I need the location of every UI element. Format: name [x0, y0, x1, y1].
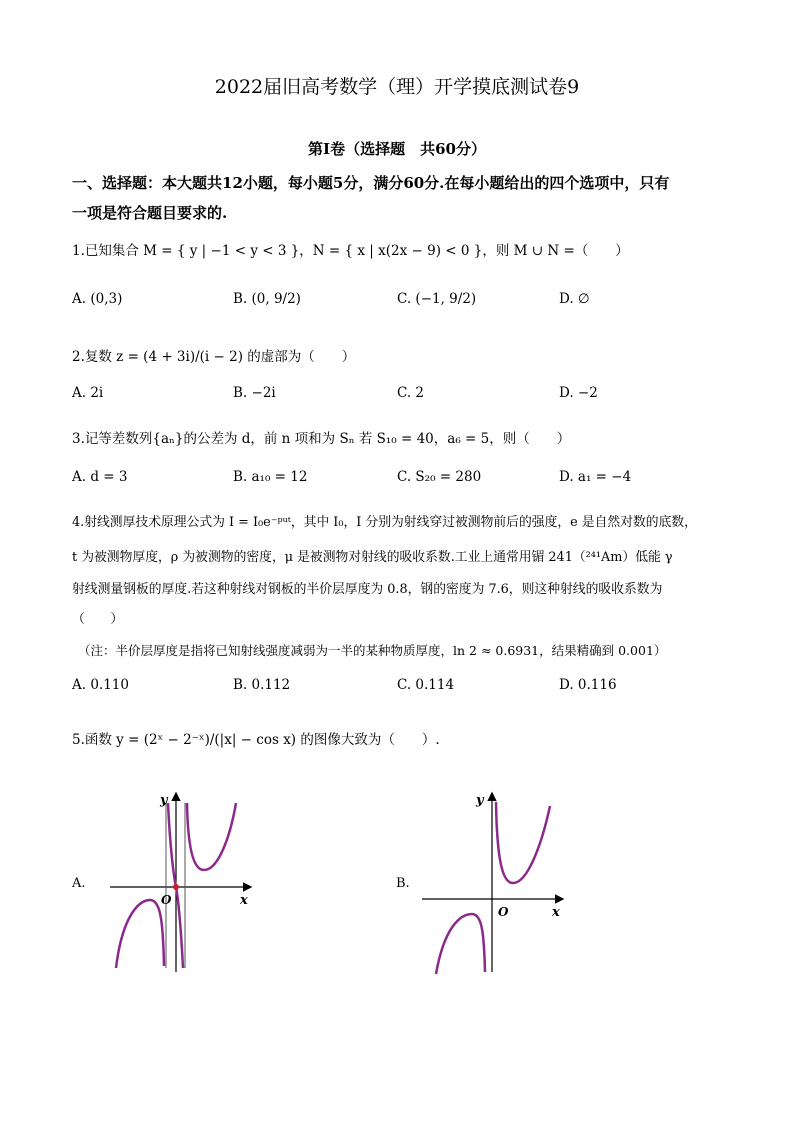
question-2-option-d: D. −2 — [559, 385, 598, 401]
question-3-option-b: B. a₁₀ = 12 — [233, 469, 308, 485]
question-4-stem-line-4: （ ） — [72, 612, 124, 627]
graph-b-curve-right — [496, 802, 550, 883]
question-4-option-b: B. 0.112 — [233, 677, 291, 693]
question-4-option-d: D. 0.116 — [559, 677, 617, 693]
question-2-option-a: A. 2i — [72, 385, 104, 401]
instructions-line-1: 一、选择题：本大题共12小题，每小题5分，满分60分.在每小题给出的四个选项中，只有 — [72, 174, 670, 192]
question-4-option-c: C. 0.114 — [397, 677, 455, 693]
question-2-option-b: B. −2i — [233, 385, 276, 401]
question-4-stem-line-2: t 为被测物厚度，ρ 为被测物的密度，μ 是被测物对射线的吸收系数.工业上通常用镅 241（²⁴¹Am）低能 γ — [72, 550, 673, 565]
question-3-option-c: C. S₂₀ = 280 — [397, 469, 482, 485]
graph-a-curve-left — [116, 900, 164, 968]
question-1-option-c: C. (−1, 9/2) — [397, 291, 477, 307]
graph-a-origin-label: O — [161, 893, 172, 907]
question-2-option-c: C. 2 — [397, 385, 425, 401]
question-4-stem-line-1: 4.射线测厚技术原理公式为 I = I₀e⁻ᵖᵘᵗ，其中 I₀，I 分别为射线穿过被测物前后的强度，e 是自然对数的底数， — [72, 515, 697, 530]
question-5-stem: 5.函数 y = (2ˣ − 2⁻ˣ)/(|x| − cos x) 的图像大致为（ ）. — [72, 732, 440, 748]
graph-a-y-label: y — [160, 793, 168, 808]
question-4-option-a: A. 0.110 — [72, 677, 129, 693]
graph-b — [420, 788, 570, 978]
graph-b-x-label: x — [552, 905, 560, 920]
question-3-option-d: D. a₁ = −4 — [559, 469, 632, 485]
graph-a — [108, 788, 258, 978]
exam-title: 2022届旧高考数学（理）开学摸底测试卷9 — [214, 76, 580, 98]
question-3-option-a: A. d = 3 — [72, 469, 128, 485]
graph-a-x-label: x — [240, 893, 248, 908]
question-4-stem-line-3: 射线测量钢板的厚度.若这种射线对钢板的半价层厚度为 0.8，钢的密度为 7.6，则这种射线的吸收系数为 — [72, 582, 663, 597]
section-title: 第Ⅰ卷（选择题 共60分） — [308, 140, 486, 158]
question-1-option-a: A. (0,3) — [72, 291, 123, 307]
question-3-stem: 3.记等差数列{aₙ}的公差为 d，前 n 项和为 Sₙ 若 S₁₀ = 40，a₆ = 5，则（ ） — [72, 431, 571, 447]
question-4-note: （注：半价层厚度是指将已知射线强度减弱为一半的某种物质厚度，ln 2 ≈ 0.6931，结果精确到 0.001） — [78, 643, 667, 658]
graph-b-label: B. — [396, 876, 410, 891]
question-1-stem: 1.已知集合 M = { y | −1 < y < 3 }，N = { x | x(2x − 9) < 0 }，则 M ∪ N =（ ） — [72, 243, 629, 259]
instructions-line-2: 一项是符合题目要求的. — [72, 204, 228, 222]
question-1-option-d: D. ∅ — [559, 291, 590, 307]
graph-b-y-label: y — [476, 793, 484, 808]
question-1-option-b: B. (0, 9/2) — [233, 291, 301, 307]
graph-a-curve-right — [187, 803, 236, 870]
graph-a-origin-dot — [173, 884, 179, 890]
graph-b-origin-label: O — [498, 905, 509, 919]
graph-b-curve-left — [436, 914, 485, 974]
graph-a-label: A. — [72, 876, 86, 891]
question-2-stem: 2.复数 z = (4 + 3i)/(i − 2) 的虚部为（ ） — [72, 349, 356, 365]
